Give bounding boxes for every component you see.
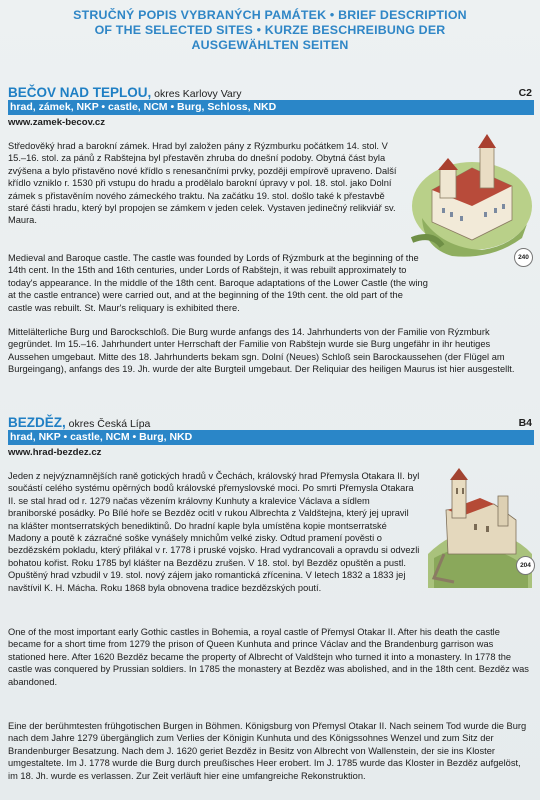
site-district: okres Česká Lípa xyxy=(65,418,151,430)
page-header xyxy=(0,0,540,53)
site-becov xyxy=(8,84,534,375)
map-number-badge: 204 xyxy=(516,556,535,575)
category-bar: hrad, zámek, NKP • castle, NCM • Burg, Schloss, NKD xyxy=(8,100,534,115)
site-name: BEČOV NAD TEPLOU, xyxy=(8,85,152,100)
map-number-badge: 240 xyxy=(514,248,533,267)
site-website-link[interactable]: www.hrad-bezdez.cz xyxy=(8,447,102,458)
description-english: Medieval and Baroque castle. The castle was founded by Lords of Rýzmburk at the beginning of the 14th cent. In the 15th and 16th centuries, under Lords of Rabštejn, it was rebuilt approximately to today's appearance. In the middle of the 18th cent. Baroque adaptations of the Lower Castle (the wing at the castle entrance) were carried out, and at the beginning of the 19th cent. the old part of the castle was rebuilt. St. Maur's reliquary is exhibited there. xyxy=(8,253,428,313)
map-grid-code: C2 xyxy=(518,87,532,99)
header-line-2: OF THE SELECTED SITES • KURZE BESCHREIBUNG DER xyxy=(94,23,446,37)
site-bezdez xyxy=(8,414,534,781)
header-line-1: STRUČNÝ POPIS VYBRANÝCH PAMÁTEK • BRIEF DESCRIPTION xyxy=(73,8,467,22)
site-title-row xyxy=(8,84,534,100)
header-line-3: AUSGEWÄHLTEN SEITEN xyxy=(191,38,349,52)
description-german: Eine der berühmtesten frühgotischen Burgen in Böhmen. Königsburg von Přemysl Otakar II. Nach seinem Tod wurde die Burg nach dem Jahre 1279 übergänglich zum Verlies der Königin Kunhuta und des Königssohnes Wenzel und zum Sitz der Brandenburger Besatzung. Nach dem J. 1620 geriet Bezděz in Besitz von Albrecht von Wallenstein, der sie ins Kloster umgestaltete. Im J. 1778 wurde die Burg durch preußisches Heer erobert. Im J. 1785 wurde das Kloster in Bezděz aufgelöst, im 18. Jh. wurde es verlassen. Zur Zeit verläuft hier eine umfangreiche Rekonstruktion. xyxy=(8,721,527,781)
description-german: Mittelälterliche Burg und Barockschloß. Die Burg wurde anfangs des 14. Jahrhunderts von der Familie von Rýzmburk gegründet. Im 15.–16. Jahrhundert unter Herrschaft der Familie von Rabštejn wurde sie Burg ungefähr in ihr heutiges Aussehen umgebaut. Mitte des 18. Jahrhunderts bekam sgn. Dolní (Neues) Schloß sein Barockaussehen (der Flügel am Burgeingang), anfangs des 19. Jh. wurde der alte Burgteil umgebaut. Der Reliquiar des heiligen Maurus ist hier ausgestellt. xyxy=(8,327,515,375)
site-title-row xyxy=(8,414,534,430)
category-bar: hrad, NKP • castle, NCM • Burg, NKD xyxy=(8,430,534,445)
site-website-link[interactable]: www.zamek-becov.cz xyxy=(8,117,106,128)
description-czech: Středověký hrad a barokní zámek. Hrad byl založen pány z Rýzmburku počátkem 14. stol. V 15.–16. stol. za pánů z Rabštejna byl přestavěn zhruba do dnešní podoby. Obytná část byla zvýšena a bylo přistavěno nové křídlo s renesančními prvky, později empírově upraveno. Další křídlo vzniklo r. 1530 při vstupu do hradu a prodělalo barokní úpravy v pol. 18. stol. jako Dolní zámek s přistavěním nového zámeckého traktu. Na začátku 19. stol. došlo také k přestavbě staré části hradu, který byl propojen se zámkem v jeden celek. Vystaven jedinečný relikviář sv. Maura. xyxy=(8,141,397,226)
castle-drawing-icon xyxy=(402,128,534,266)
site-district: okres Karlovy Vary xyxy=(151,88,242,100)
site-name: BEZDĚZ, xyxy=(8,415,66,430)
description-english: One of the most important early Gothic castles in Bohemia, a royal castle of Přemysl Otakar II. After his death the castle became for a short time from 1279 the prison of Queen Kunhuta and prince Václav and the Brandenburg garrison was stationed here. After 1620 Bezděz became the property of Albrecht of Valdštejn who turned it into a monastery. In 1778 the castle was conquered by Prussian soldiers. In 1785 the monastery at Bezděz was abolished, and in the 18th cent. Bezděz was abandoned. xyxy=(8,627,529,687)
castle-illustration-bezdez xyxy=(424,458,536,588)
map-grid-code: B4 xyxy=(518,417,532,429)
description-czech: Jeden z nejvýznamnějších raně gotických hradů v Čechách, královský hrad Přemysla Otakara II. byl součástí celého systému opěrných bodů královské přemyslovské moci. Po smrti Přemysla Otakara II. se stal hrad od r. 1279 načas vězením královny Kunhuty a kralevice Václava a sídlem braniborské posádky. Po Bílé hoře se Bezděz ocitl v rukou Albrechta z Valdštejna, který jej upravil na klášter montserratských benediktinů. Do hradní kaple byla umístěna kopie montserratské Madony a poutě k zázračné soške vynášely mnichům velké zisky. Odtud pramení pověsti o bezdězském pokladu, který přilákal v r. 1778 i pruské vojsko. Hrad vydrancovali a opravdu si odvezli bohatou kořist. Roku 1785 byl klášter na Bezdězu zrušen. V 18. stol. byl Bezděz opuštěn a pustl. Opuštěný hrad vzbudil v 19. stol. nový zájem jako romantická zřícenina. V letech 1832 a 1833 jej navštívil K. H. Mácha. Roku 1868 byla obnovena tradice bezdězských poutí. xyxy=(8,471,420,593)
castle-illustration-becov xyxy=(402,128,534,266)
